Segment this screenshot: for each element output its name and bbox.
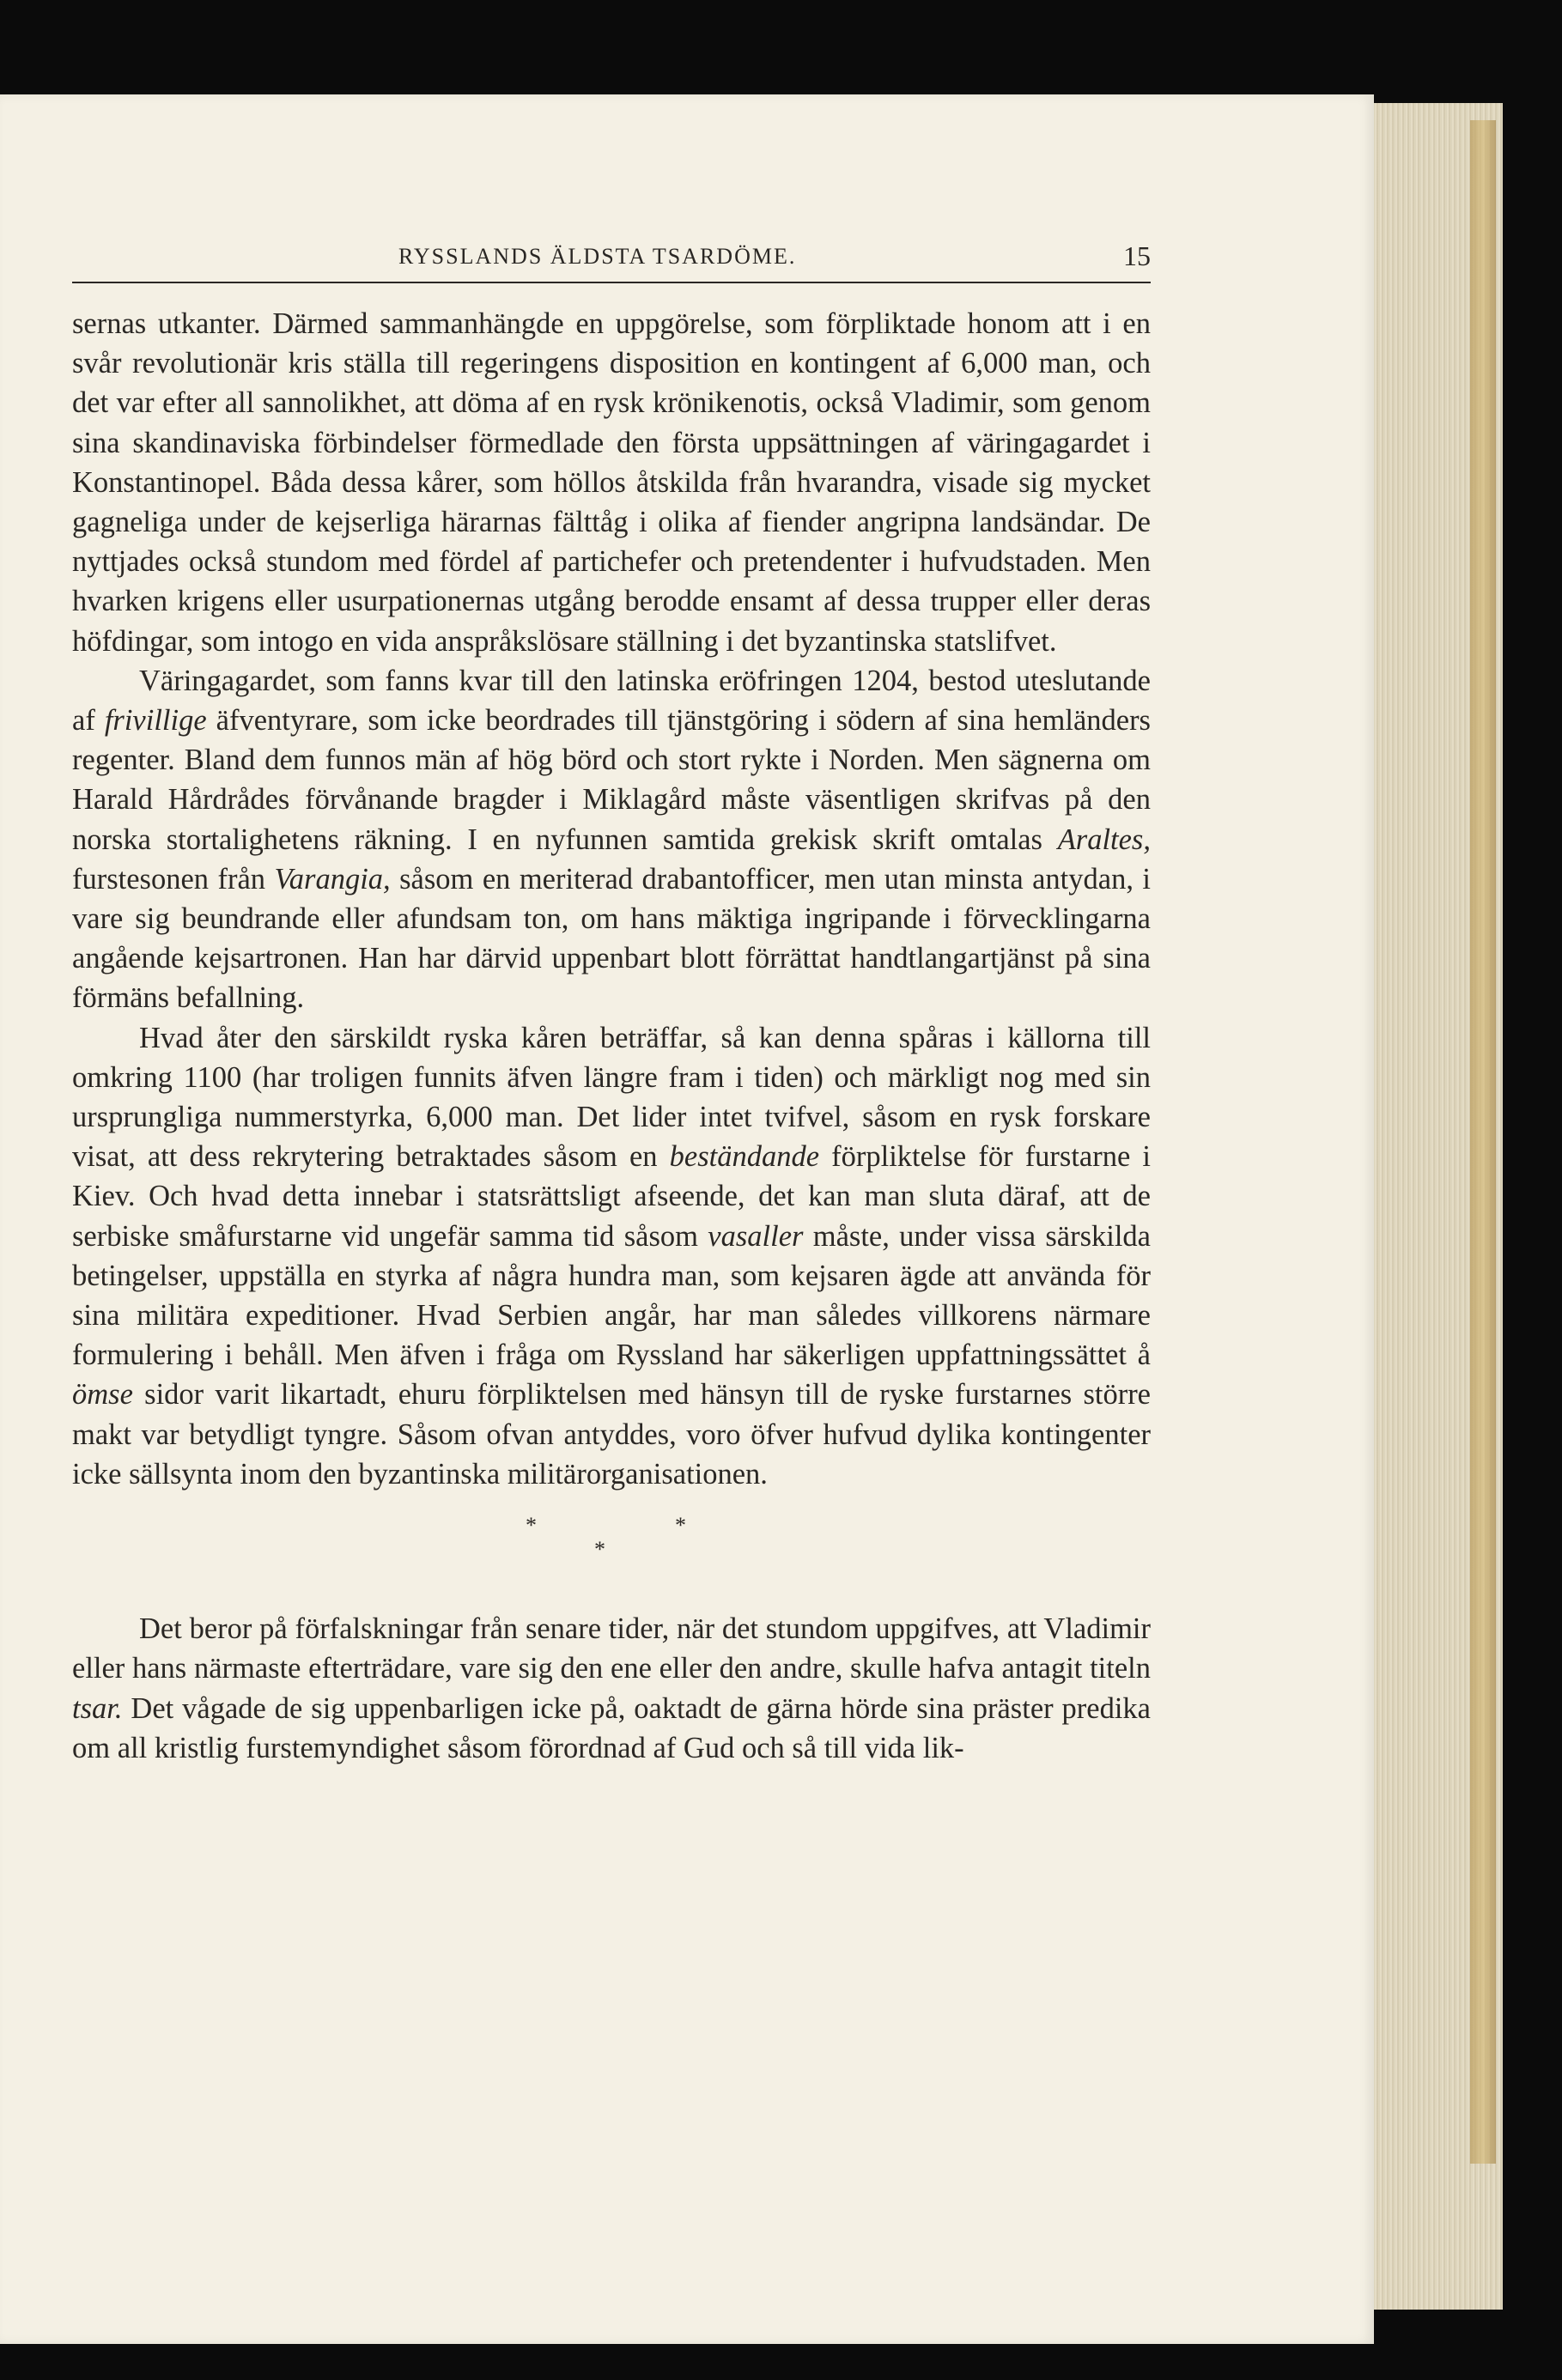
italic-term: ömse [72, 1378, 133, 1412]
section-separator [72, 1513, 1151, 1609]
body-text [72, 304, 1151, 1768]
asterisk: * [526, 1513, 537, 1539]
text-segment: måste, under vissa särskilda betingelser, uppställa en styrka af några hundra man, som kejsaren ägde att använda för sina militära expeditioner. Hvad Serbien angår, har man således villkorens närmare formulering i behåll. Men äfven i fråga om Ryssland har säkerligen uppfattningssättet å [72, 1219, 1151, 1372]
italic-term: beständande [669, 1140, 820, 1174]
text-segment: Hvad åter den särskildt ryska kåren beträffar, så kan denna spåras i källorna till omkring 1100 (har troligen funnits äfven längre fram i tiden) och märkligt nog med sin ursprungliga nummerstyrka, 6,000 man. Det lider intet tvifvel, såsom en rysk forskare visat, att dess rekrytering betraktades såsom en [72, 1021, 1151, 1174]
asterisk: * [594, 1537, 605, 1563]
running-title: RYSSLANDS ÄLDSTA TSARDÖME. [398, 244, 797, 269]
text-segment: sidor varit likartadt, ehuru förpliktelsen med hänsyn till de ryske furstarnes större makt var betydligt tyngre. Såsom ofvan antyddes, voro öfver hufvud dylika kontingenter icke sällsynta inom den byzantinska militärorganisationen. [72, 1378, 1151, 1491]
text-segment: furstesonen från [72, 862, 275, 896]
italic-term: vasaller [708, 1219, 804, 1253]
text-segment: äfventyrare, som icke beordrades till tjänstgöring i södern af sina hemländers regenter. Bland dem funnos män af hög börd och stort rykte i Norden. Men sägnerna om Harald Hårdrådes förvånande bragder i Miklagård måste väsentligen skrifvas på den norska stortalighetens räkning. I en nyfunnen samtida grekisk skrift omtalas [72, 704, 1151, 856]
italic-term: Araltes, [1057, 823, 1151, 856]
text-segment: Väringagardet, som fanns kvar till den latinska eröfringen 1204, bestod uteslutande af [72, 664, 1151, 738]
asterisk: * [675, 1513, 686, 1539]
text-segment: Det vågade de sig uppenbarligen icke på, oaktadt de gärna hörde sina präster predika om all kristlig furstemyndighet såsom förordnad af Gud och så till vida lik- [72, 1691, 1151, 1764]
text-segment: såsom en meriterad drabantofficer, men utan minsta antydan, i vare sig beundrande eller afundsam ton, om hans mäktiga ingripande i förvecklingarna angående kejsartronen. Han har därvid uppenbart blott förrättat handtlangartjänst på sina förmäns befallning. [72, 862, 1151, 1015]
running-header [72, 242, 1151, 283]
text-segment: förpliktelse för furstarne i Kiev. Och hvad detta innebar i statsrättsligt afseende, det kan man sluta däraf, att de serbiske småfurstarne vid ungefär samma tid såsom [72, 1140, 1151, 1253]
paragraph-1 [72, 304, 1151, 661]
italic-term: tsar. [72, 1691, 123, 1725]
italic-term: Varangia, [274, 862, 391, 896]
text-segment: Det beror på förfalskningar från senare tider, när det stundom uppgifves, att Vladimir eller hans närmaste efterträdare, vare sig den ene eller den andre, skulle hafva antagit titeln [72, 1612, 1151, 1685]
page-number: 15 [1123, 240, 1151, 271]
gilt-edge [1470, 120, 1496, 2164]
text-segment: sernas utkanter. Därmed sammanhängde en uppgörelse, som förpliktade honom att i en svår revolutionär kris ställa till regeringens disposition en kontingent af 6,000 man, och det var efter all sannolikhet, att döma af en rysk krönikenotis, också Vladimir, som genom sina skandinaviska förbindelser förmedlade den första uppsättningen af väringagardet i Konstantinopel. Båda dessa kårer, som höllos åtskilda från hvarandra, visade sig mycket gagneliga under de kejserliga härarnas fälttåg i olika af fiender angripna landsändar. De nyttjades också stundom med fördel af partichefer och pretendenter i hufvudstaden. Men hvarken krigens eller usurpationernas utgång berodde ensamt af dessa trupper eller deras höfdingar, som intogo en vida anspråkslösare ställning i det byzantinska statslifvet. [72, 307, 1151, 658]
paragraph-2 [72, 661, 1151, 1018]
italic-term: frivillige [104, 704, 207, 738]
paragraph-3 [72, 1018, 1151, 1494]
paragraph-4 [72, 1609, 1151, 1768]
